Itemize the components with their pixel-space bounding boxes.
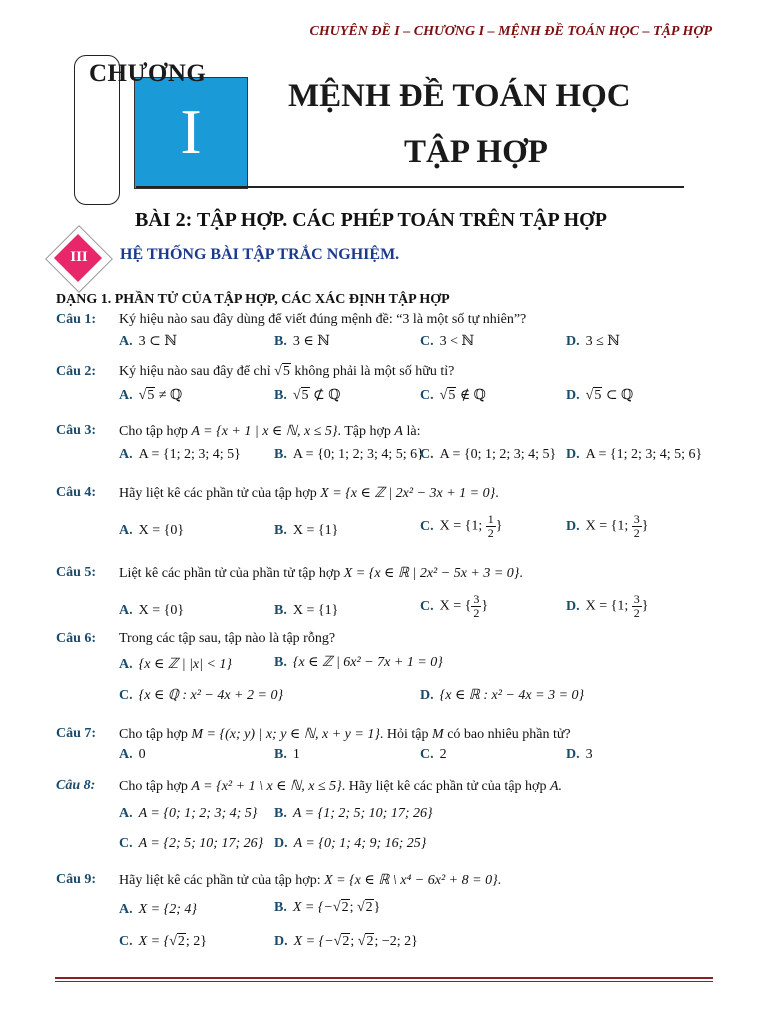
footer-divider-thin bbox=[55, 981, 713, 982]
chapter-word: CHƯƠNG bbox=[89, 60, 207, 87]
question-label: Câu 6: bbox=[56, 631, 97, 646]
topic-heading: DẠNG 1. PHẦN TỬ CỦA TẬP HỢP, CÁC XÁC ĐỊNH TẬP HỢP bbox=[56, 292, 450, 307]
option-b[interactable]: B. 3 ∈ ℕ bbox=[274, 334, 331, 349]
option-d[interactable]: D. A = {1; 2; 3; 4; 5; 6} bbox=[566, 447, 703, 462]
question-text: Hãy liệt kê các phần tử của tập hợp X = {x ∈ ℤ | 2x² − 3x + 1 = 0}. bbox=[119, 486, 499, 501]
option-b[interactable]: B. A = {1; 2; 5; 10; 17; 26} bbox=[274, 806, 433, 821]
option-d[interactable]: D. X = {−√2; √2; −2; 2} bbox=[274, 934, 418, 949]
option-c[interactable]: C. A = {2; 5; 10; 17; 26} bbox=[119, 836, 264, 851]
option-b[interactable]: B. X = {−√2; √2} bbox=[274, 900, 381, 915]
option-a[interactable]: A. A = {0; 1; 2; 3; 4; 5} bbox=[119, 806, 258, 821]
set-definition: X = {x ∈ ℝ \ x⁴ − 6x² + 8 = 0} bbox=[324, 873, 498, 888]
option-b[interactable]: B. √5 ⊄ ℚ bbox=[274, 388, 341, 403]
question-text: Ký hiệu nào sau đây dùng để viết đúng mệnh đề: “3 là một số tự nhiên”? bbox=[119, 312, 527, 327]
option-a[interactable]: A. 3 ⊂ ℕ bbox=[119, 334, 178, 349]
chapter-number-box: I bbox=[134, 77, 248, 189]
set-definition: A = {x + 1 | x ∈ ℕ, x ≤ 5} bbox=[191, 424, 338, 439]
section-badge-label: III bbox=[70, 249, 88, 265]
set-definition: M = {(x; y) | x; y ∈ ℕ, x + y = 1} bbox=[191, 727, 380, 742]
option-a[interactable]: A. A = {1; 2; 3; 4; 5} bbox=[119, 447, 241, 462]
footer-divider bbox=[55, 977, 713, 979]
question-label: Câu 1: bbox=[56, 312, 97, 327]
question-label: Câu 8: bbox=[56, 778, 96, 793]
option-d[interactable]: D. X = {1; $\frac{3}{2}$ } bbox=[566, 592, 649, 620]
title-divider bbox=[136, 186, 684, 188]
option-b[interactable]: B. X = {1} bbox=[274, 603, 339, 618]
question-label: Câu 7: bbox=[56, 726, 97, 741]
option-d[interactable]: D. X = {1; $\frac{3}{2}$ } bbox=[566, 512, 649, 540]
set-definition: X = {x ∈ ℤ | 2x² − 3x + 1 = 0} bbox=[320, 486, 496, 501]
option-a[interactable]: A. X = {0} bbox=[119, 523, 185, 538]
option-c[interactable]: C. {x ∈ ℚ : x² − 4x + 2 = 0} bbox=[119, 688, 284, 703]
option-d[interactable]: D. √5 ⊂ ℚ bbox=[566, 388, 634, 403]
option-b[interactable]: B. X = {1} bbox=[274, 523, 339, 538]
option-b[interactable]: B. {x ∈ ℤ | 6x² − 7x + 1 = 0} bbox=[274, 655, 443, 670]
option-d[interactable]: D. A = {0; 1; 4; 9; 16; 25} bbox=[274, 836, 427, 851]
question-text: Hãy liệt kê các phần tử của tập hợp: X = {x ∈ ℝ \ x⁴ − 6x² + 8 = 0}. bbox=[119, 873, 502, 888]
option-c[interactable]: C. 3 < ℕ bbox=[420, 334, 475, 349]
option-a[interactable]: A. X = {2; 4} bbox=[119, 902, 197, 917]
lesson-title: BÀI 2: TẬP HỢP. CÁC PHÉP TOÁN TRÊN TẬP HỢP bbox=[135, 209, 607, 231]
option-a[interactable]: A. {x ∈ ℤ | |x| < 1} bbox=[119, 657, 233, 672]
question-label: Câu 3: bbox=[56, 423, 97, 438]
question-label: Câu 2: bbox=[56, 364, 97, 379]
question-text: Ký hiệu nào sau đây để chỉ √5 không phải là một số hữu tỉ? bbox=[119, 364, 455, 379]
section-title: HỆ THỐNG BÀI TẬP TRẮC NGHIỆM. bbox=[120, 246, 400, 263]
question-text: Cho tập hợp A = {x + 1 | x ∈ ℕ, x ≤ 5}. Tập hợp A là: bbox=[119, 424, 421, 439]
option-c[interactable]: C. X = { $\frac{3}{2}$ } bbox=[420, 592, 489, 620]
question-text: Cho tập hợp M = {(x; y) | x; y ∈ ℕ, x + y = 1}. Hỏi tập M có bao nhiêu phần tử? bbox=[119, 727, 571, 742]
set-definition: X = {x ∈ ℝ | 2x² − 5x + 3 = 0} bbox=[343, 566, 520, 581]
question-text: Cho tập hợp A = {x² + 1 \ x ∈ ℕ, x ≤ 5}. Hãy liệt kê các phần tử của tập hợp A. bbox=[119, 779, 563, 794]
set-definition: A = {x² + 1 \ x ∈ ℕ, x ≤ 5} bbox=[191, 779, 342, 794]
option-b[interactable]: B. A = {0; 1; 2; 3; 4; 5; 6} bbox=[274, 447, 424, 462]
chapter-title-line2: TẬP HỢP bbox=[404, 134, 548, 170]
option-a[interactable]: A. X = {0} bbox=[119, 603, 185, 618]
option-c[interactable]: C. X = {1; $\frac{1}{2}$ } bbox=[420, 512, 503, 540]
option-c[interactable]: C. X = {√2; 2} bbox=[119, 934, 208, 949]
question-label: Câu 9: bbox=[56, 872, 97, 887]
option-c[interactable]: C. 2 bbox=[420, 747, 447, 762]
option-c[interactable]: C. √5 ∉ ℚ bbox=[420, 388, 486, 403]
running-header: CHUYÊN ĐỀ I – CHƯƠNG I – MỆNH ĐỀ TOÁN HỌC – TẬP HỢP bbox=[309, 24, 712, 39]
option-d[interactable]: D. {x ∈ ℝ : x² − 4x = 3 = 0} bbox=[420, 688, 585, 703]
question-text: Liệt kê các phần tử của phần tử tập hợp X = {x ∈ ℝ | 2x² − 5x + 3 = 0}. bbox=[119, 566, 523, 581]
option-b[interactable]: B. 1 bbox=[274, 747, 300, 762]
question-label: Câu 4: bbox=[56, 485, 97, 500]
option-a[interactable]: A. √5 ≠ ℚ bbox=[119, 388, 183, 403]
option-d[interactable]: D. 3 bbox=[566, 747, 593, 762]
chapter-title-line1: MỆNH ĐỀ TOÁN HỌC bbox=[288, 78, 631, 114]
option-c[interactable]: C. A = {0; 1; 2; 3; 4; 5} bbox=[420, 447, 557, 462]
question-label: Câu 5: bbox=[56, 565, 97, 580]
option-d[interactable]: D. 3 ≤ ℕ bbox=[566, 334, 621, 349]
option-a[interactable]: A. 0 bbox=[119, 747, 146, 762]
question-text: Trong các tập sau, tập nào là tập rỗng? bbox=[119, 631, 336, 646]
sqrt-symbol: √5 bbox=[274, 364, 290, 379]
